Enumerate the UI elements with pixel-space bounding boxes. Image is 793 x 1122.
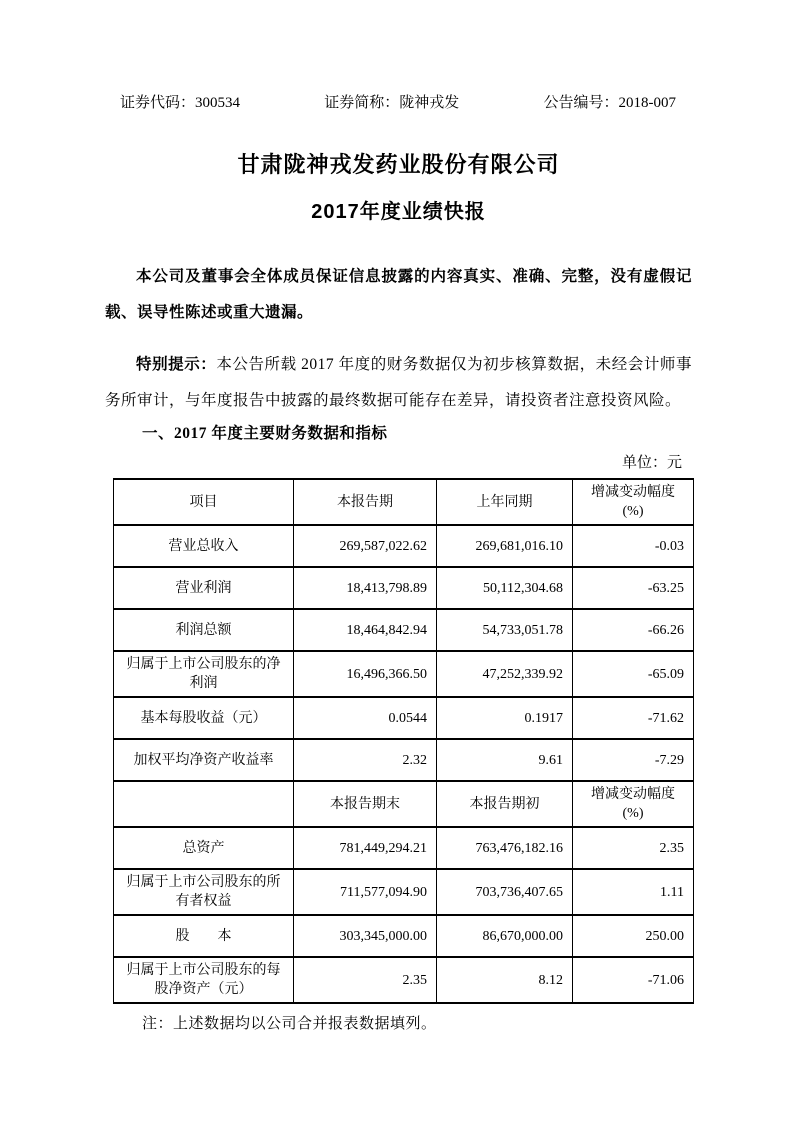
table-header-row — [114, 781, 694, 827]
value-cell: 本报告期初 — [437, 781, 573, 827]
value-cell: 269,587,022.62 — [294, 525, 437, 567]
value-cell: 上年同期 — [437, 479, 573, 525]
document-header — [105, 93, 692, 113]
value-cell: 1.11 — [573, 869, 694, 915]
value-cell: -71.62 — [573, 697, 694, 739]
value-cell: 2.35 — [573, 827, 694, 869]
value-cell: -65.09 — [573, 651, 694, 697]
value-cell: 711,577,094.90 — [294, 869, 437, 915]
value-cell: 303,345,000.00 — [294, 915, 437, 957]
item-label-cell: 营业利润 — [114, 567, 294, 609]
value-cell: 本报告期 — [294, 479, 437, 525]
value-cell: 86,670,000.00 — [437, 915, 573, 957]
value-cell: 0.1917 — [437, 697, 573, 739]
item-label-cell: 加权平均净资产收益率 — [114, 739, 294, 781]
item-label-cell: 基本每股收益（元） — [114, 697, 294, 739]
declaration-paragraph: 本公司及董事会全体成员保证信息披露的内容真实、准确、完整，没有虚假记载、误导性陈述或重大遗漏。 — [105, 268, 692, 321]
value-cell: 763,476,182.16 — [437, 827, 573, 869]
unit-label: 单位：元 — [621, 455, 682, 471]
item-label-cell: 项目 — [114, 479, 294, 525]
value-cell: 2.35 — [294, 957, 437, 1003]
value-cell: 250.00 — [573, 915, 694, 957]
item-label-cell: 归属于上市公司股东的净利润 — [114, 651, 294, 697]
security-name: 证券简称：陇神戎发 — [324, 95, 460, 111]
value-cell: 50,112,304.68 — [437, 567, 573, 609]
table-row — [114, 827, 694, 869]
announcement-number: 公告编号：2018-007 — [543, 95, 676, 111]
value-cell: 2.32 — [294, 739, 437, 781]
item-label-cell: 利润总额 — [114, 609, 294, 651]
security-code: 证券代码：300534 — [120, 95, 241, 111]
value-cell: -63.25 — [573, 567, 694, 609]
section-heading: 一、2017 年度主要财务数据和指标 — [142, 425, 388, 442]
table-header-row — [114, 479, 694, 525]
special-notice-text: 本公告所载 2017 年度的财务数据仅为初步核算数据，未经会计师事务所审计，与年度报告中披露的最终数据可能存在差异，请投资者注意投资风险。 — [105, 356, 692, 409]
value-cell: 16,496,366.50 — [294, 651, 437, 697]
company-title: 甘肃陇神戎发药业股份有限公司 — [237, 152, 560, 177]
value-cell: -66.26 — [573, 609, 694, 651]
value-cell: 18,464,842.94 — [294, 609, 437, 651]
value-cell: 8.12 — [437, 957, 573, 1003]
table-row — [114, 957, 694, 1003]
table-row — [114, 869, 694, 915]
value-cell: -71.06 — [573, 957, 694, 1003]
footnote: 注：上述数据均以公司合并报表数据填列。 — [142, 1016, 437, 1032]
value-cell: 47,252,339.92 — [437, 651, 573, 697]
value-cell: 本报告期末 — [294, 781, 437, 827]
table-row — [114, 739, 694, 781]
financial-table — [113, 478, 694, 1004]
item-label-cell — [114, 781, 294, 827]
value-cell: 增减变动幅度(%) — [573, 781, 694, 827]
item-label-cell: 营业总收入 — [114, 525, 294, 567]
value-cell: -0.03 — [573, 525, 694, 567]
special-notice-paragraph — [105, 347, 692, 419]
item-label-cell: 归属于上市公司股东的每股净资产（元） — [114, 957, 294, 1003]
table-row — [114, 697, 694, 739]
table-row — [114, 525, 694, 567]
item-label-cell: 股 本 — [114, 915, 294, 957]
table-row — [114, 567, 694, 609]
table-row — [114, 609, 694, 651]
value-cell: 703,736,407.65 — [437, 869, 573, 915]
item-label-cell: 总资产 — [114, 827, 294, 869]
value-cell: 0.0544 — [294, 697, 437, 739]
value-cell: 54,733,051.78 — [437, 609, 573, 651]
value-cell: -7.29 — [573, 739, 694, 781]
financial-table-body — [114, 479, 694, 1003]
item-label-cell: 归属于上市公司股东的所有者权益 — [114, 869, 294, 915]
value-cell: 增减变动幅度(%) — [573, 479, 694, 525]
value-cell: 18,413,798.89 — [294, 567, 437, 609]
value-cell: 9.61 — [437, 739, 573, 781]
special-notice-label: 特别提示： — [136, 356, 217, 373]
value-cell: 269,681,016.10 — [437, 525, 573, 567]
table-row — [114, 915, 694, 957]
report-title: 2017年度业绩快报 — [311, 201, 486, 223]
value-cell: 781,449,294.21 — [294, 827, 437, 869]
table-row — [114, 651, 694, 697]
